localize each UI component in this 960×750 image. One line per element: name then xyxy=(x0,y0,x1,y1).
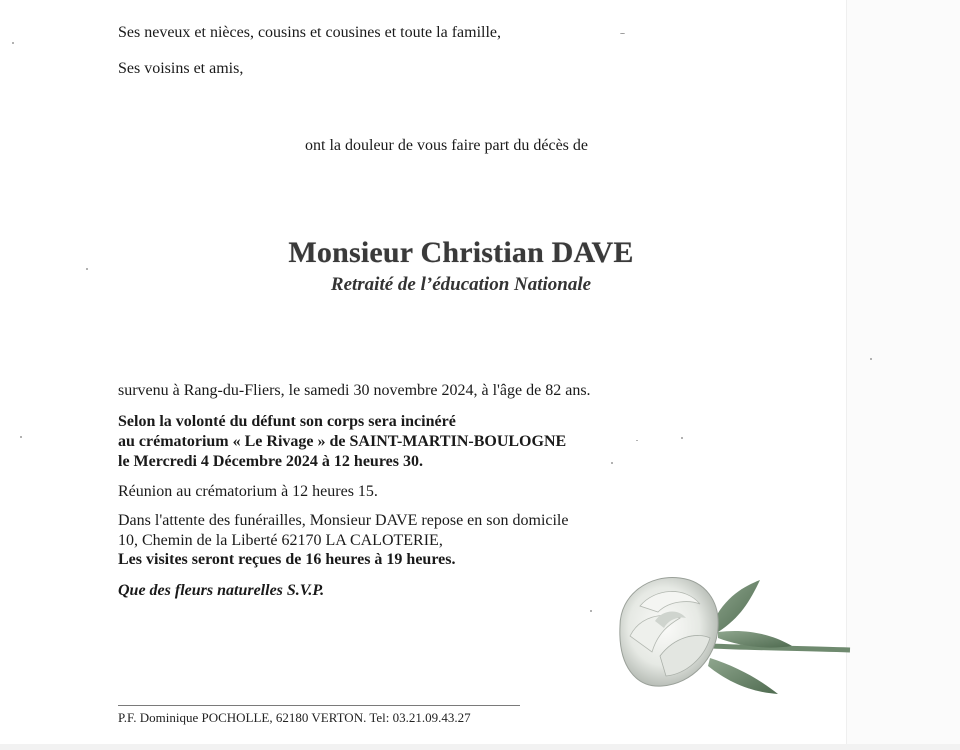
cremation-line-1: Selon la volonté du défunt son corps sera incinéré xyxy=(118,413,456,430)
cremation-line-3: le Mercredi 4 Décembre 2024 à 12 heures 30. xyxy=(118,453,423,470)
rest-line-1: Dans l'attente des funérailles, Monsieur DAVE repose en son domicile xyxy=(118,512,569,529)
flowers-line: Que des fleurs naturelles S.V.P. xyxy=(118,582,325,599)
scan-bottom-edge xyxy=(0,744,960,750)
rest-line-2: 10, Chemin de la Liberté 62170 LA CALOTERIE, xyxy=(118,532,443,549)
scan-margin xyxy=(846,0,960,750)
meeting-line: Réunion au crématorium à 12 heures 15. xyxy=(118,483,378,500)
white-rose-icon xyxy=(600,566,852,702)
scan-speck xyxy=(590,610,592,612)
cremation-line-2: au crématorium « Le Rivage » de SAINT-MARTIN-BOULOGNE xyxy=(118,433,567,450)
scan-speck xyxy=(636,440,638,441)
scan-speck xyxy=(620,33,625,34)
scan-speck xyxy=(20,436,22,438)
deceased-title: Retraité de l’éducation Nationale xyxy=(330,274,592,295)
scan-speck xyxy=(611,462,613,464)
scan-speck xyxy=(12,42,14,44)
funeral-home-info: P.F. Dominique POCHOLLE, 62180 VERTON. Tel: 03.21.09.43.27 xyxy=(118,710,471,725)
neighbors-line: Ses voisins et amis, xyxy=(118,60,244,77)
footer-divider xyxy=(118,705,520,706)
scan-speck xyxy=(870,358,872,360)
announcement-line: ont la douleur de vous faire part du décès de xyxy=(305,137,589,154)
deceased-name: Monsieur Christian DAVE xyxy=(288,236,634,269)
scan-speck xyxy=(681,437,683,439)
family-line: Ses neveux et nièces, cousins et cousines et toute la famille, xyxy=(118,24,501,41)
death-details: survenu à Rang-du-Fliers, le samedi 30 novembre 2024, à l'âge de 82 ans. xyxy=(118,382,591,399)
visits-line: Les visites seront reçues de 16 heures à 19 heures. xyxy=(118,551,456,568)
